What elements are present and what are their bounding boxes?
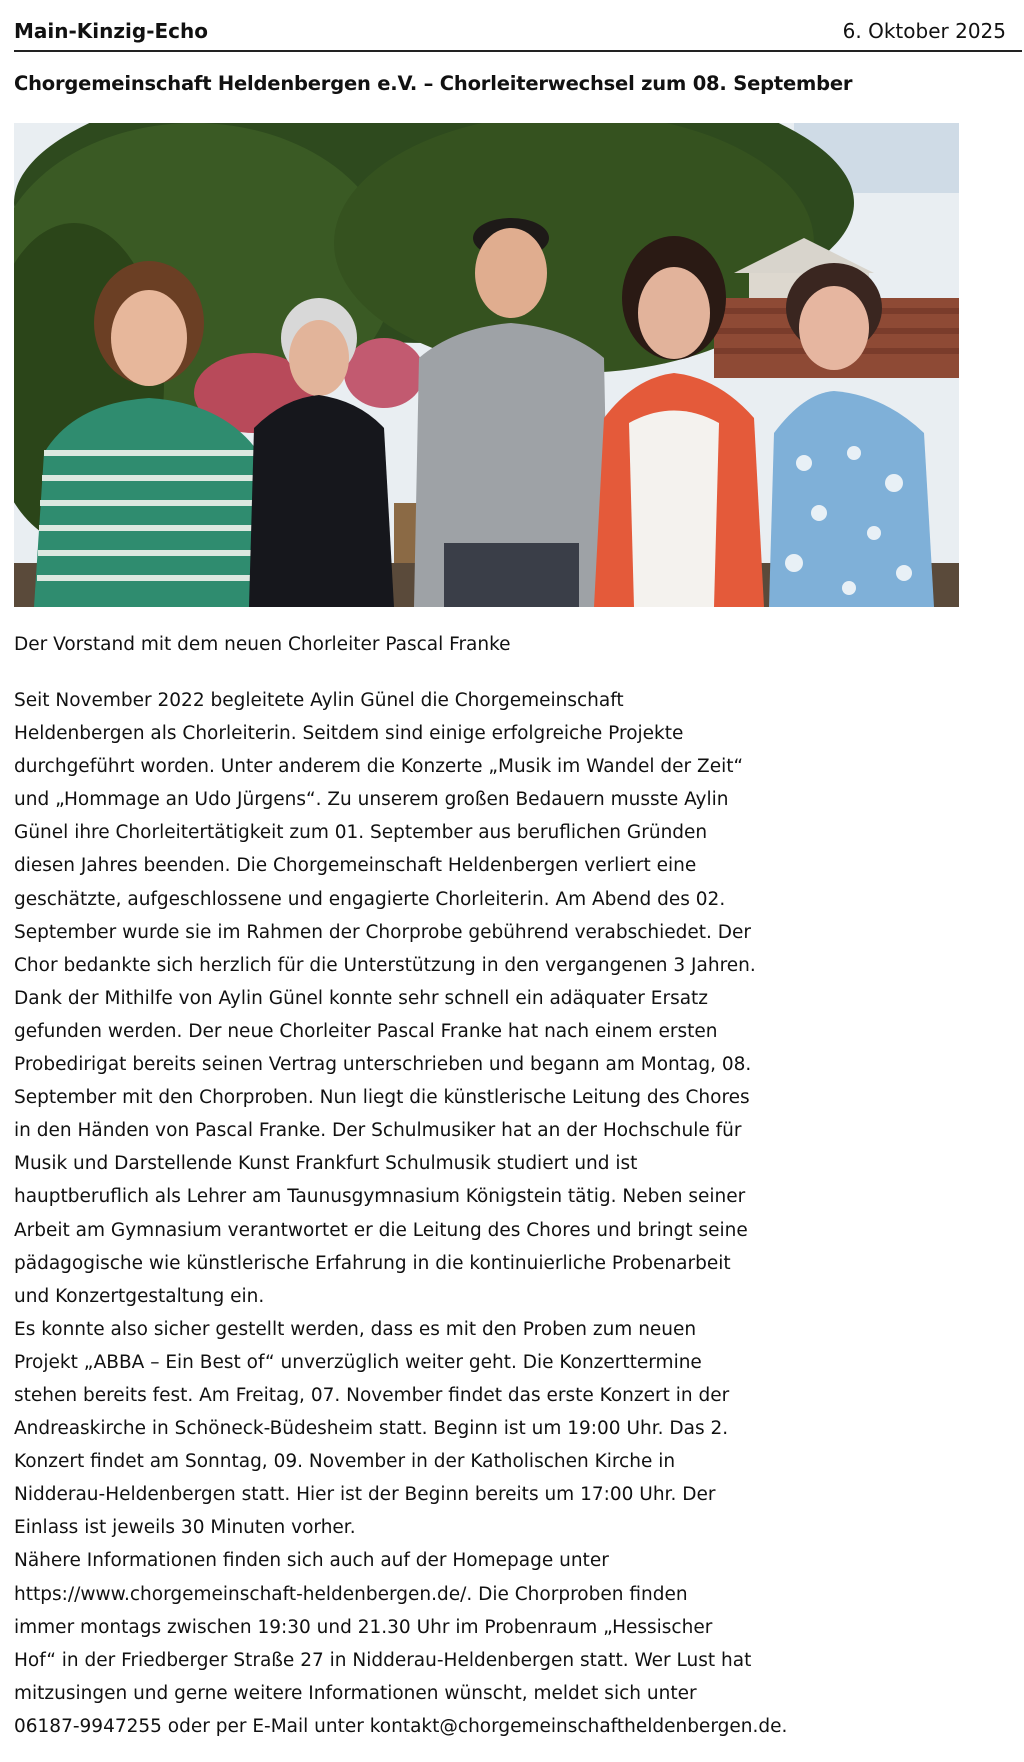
- article-line: immer montags zwischen 19:30 und 21.30 Uhr im Probenraum „Hessischer: [14, 1616, 713, 1638]
- article-line: hauptberuflich als Lehrer am Taunusgymnasium Königstein tätig. Neben seiner: [14, 1186, 746, 1208]
- article-line: stehen bereits fest. Am Freitag, 07. November findet das erste Konzert in der: [14, 1384, 730, 1406]
- article-line: September mit den Chorproben. Nun liegt die künstlerische Leitung des Chores: [14, 1087, 750, 1109]
- article-line: in den Händen von Pascal Franke. Der Schulmusiker hat an der Hochschule für: [14, 1120, 742, 1142]
- article-line: durchgeführt worden. Unter anderem die Konzerte „Musik im Wandel der Zeit“: [14, 756, 744, 778]
- article-line: Probedirigat bereits seinen Vertrag unterschrieben und begann am Montag, 08.: [14, 1054, 752, 1076]
- publication-date: 6. Oktober 2025: [842, 19, 1006, 43]
- article-line: Heldenbergen als Chorleiterin. Seitdem sind einige erfolgreiche Projekte: [14, 723, 684, 745]
- article-line: und „Hommage an Udo Jürgens“. Zu unserem großen Bedauern musste Aylin: [14, 789, 729, 811]
- article-line: Konzert findet am Sonntag, 09. November in der Katholischen Kirche in: [14, 1451, 676, 1473]
- article-line: Projekt „ABBA – Ein Best of“ unverzüglich weiter geht. Die Konzerttermine: [14, 1351, 702, 1373]
- article-line: https://www.chorgemeinschaft-heldenbergen.de/. Die Chorproben finden: [14, 1583, 688, 1605]
- article-line: mitzusingen und gerne weitere Informationen wünscht, meldet sich unter: [14, 1682, 697, 1704]
- photo-caption: Der Vorstand mit dem neuen Chorleiter Pascal Franke: [14, 634, 511, 655]
- article-line: Dank der Mithilfe von Aylin Günel konnte sehr schnell ein adäquater Ersatz: [14, 987, 709, 1009]
- article-headline: Chorgemeinschaft Heldenbergen e.V. – Chorleiterwechsel zum 08. September: [14, 72, 853, 95]
- article-line: pädagogische wie künstlerische Erfahrung in die kontinuierliche Probenarbeit: [14, 1252, 731, 1274]
- newspaper-header: [14, 16, 1022, 52]
- article-line: 06187-9947255 oder per E-Mail unter kontakt@chorgemeinschaftheldenbergen.de.: [14, 1715, 788, 1737]
- article-line: Es konnte also sicher gestellt werden, dass es mit den Proben zum neuen: [14, 1318, 697, 1340]
- article-line: Hof“ in der Friedberger Straße 27 in Nidderau-Heldenbergen statt. Wer Lust hat: [14, 1649, 752, 1671]
- article-line: Seit November 2022 begleitete Aylin Günel die Chorgemeinschaft: [14, 690, 624, 711]
- article-line: Arbeit am Gymnasium verantwortet er die Leitung des Chores und bringt seine: [14, 1219, 748, 1241]
- article-line: September wurde sie im Rahmen der Chorprobe gebührend verabschiedet. Der: [14, 921, 752, 943]
- article-body: [14, 684, 874, 1743]
- article-line: geschätzte, aufgeschlossene und engagierte Chorleiterin. Am Abend des 02.: [14, 888, 726, 910]
- article-line: und Konzertgestaltung ein.: [14, 1285, 265, 1307]
- article-line: diesen Jahres beenden. Die Chorgemeinschaft Heldenbergen verliert eine: [14, 855, 697, 877]
- article-line: Nähere Informationen finden sich auch auf der Homepage unter: [14, 1550, 609, 1572]
- article-line: gefunden werden. Der neue Chorleiter Pascal Franke hat nach einem ersten: [14, 1020, 718, 1042]
- article-line: Chor bedankte sich herzlich für die Unterstützung in den vergangenen 3 Jahren.: [14, 954, 756, 976]
- newspaper-name: Main-Kinzig-Echo: [14, 19, 208, 43]
- article-line: Günel ihre Chorleitertätigkeit zum 01. September aus beruflichen Gründen: [14, 822, 708, 844]
- article-line: Nidderau-Heldenbergen statt. Hier ist der Beginn bereits um 17:00 Uhr. Der: [14, 1484, 716, 1506]
- article-line: Musik und Darstellende Kunst Frankfurt Schulmusik studiert und ist: [14, 1153, 638, 1175]
- article-line: Andreaskirche in Schöneck-Büdesheim statt. Beginn ist um 19:00 Uhr. Das 2.: [14, 1418, 729, 1440]
- group-photo: [14, 123, 959, 607]
- article-line: Einlass ist jeweils 30 Minuten vorher.: [14, 1517, 356, 1539]
